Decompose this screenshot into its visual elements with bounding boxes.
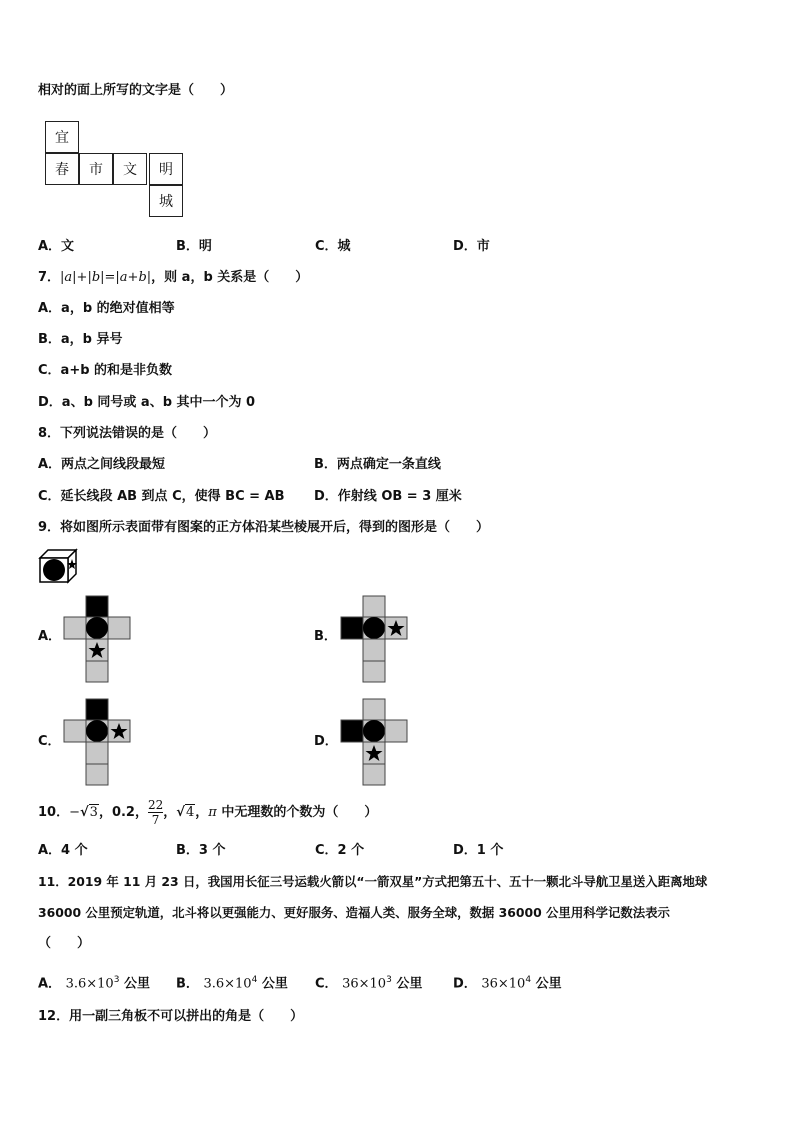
net-cell: 城 <box>149 185 183 217</box>
option-unit: 公里 <box>257 976 288 992</box>
q9-cube-figure <box>38 548 78 584</box>
q8-option-a: A．两点之间线段最短 <box>38 457 166 472</box>
minus-sign: − <box>69 805 80 820</box>
fraction-22-7 <box>148 798 163 827</box>
option-unit: 公里 <box>391 976 423 992</box>
q7-equation: |a|+|b|=|a+b| <box>60 270 152 285</box>
q11-line-1: 11．2019 年 11 月 23 日，我国用长征三号运载火箭以“一箭双星”方式把第五十、五十一颗北斗导航卫星送入距离地球 <box>38 874 708 889</box>
q7-stem-text: ，则 a，b 关系是（ ） <box>151 270 309 285</box>
q11-line-3: （ ） <box>38 936 91 951</box>
option-exponent: 3 <box>386 975 392 985</box>
pi-symbol: π <box>208 805 217 820</box>
net-cell: 春 <box>45 153 79 185</box>
q9-net-d <box>339 697 409 787</box>
q10-number: 10． <box>38 805 70 820</box>
q9-net-b <box>339 594 409 684</box>
q8-option-b: B．两点确定一条直线 <box>314 457 441 472</box>
q6-stem: 相对的面上所写的文字是（ ） <box>38 83 234 98</box>
q6-option-b: B．明 <box>176 239 212 254</box>
q8-option-d: D．作射线 OB = 3 厘米 <box>314 489 462 504</box>
net-cell: 文 <box>113 153 147 185</box>
q9-net-a <box>62 594 132 684</box>
option-exponent: 4 <box>525 975 532 985</box>
q10-value-list: ，0.2， <box>98 805 148 820</box>
q10-stem-text: 中无理数的个数为（ ） <box>216 805 378 820</box>
q6-option-d: D．市 <box>453 239 490 254</box>
net-cell: 明 <box>149 153 183 185</box>
option-unit: 公里 <box>531 976 562 992</box>
q10-option-d: D．1 个 <box>453 843 504 858</box>
option-label: B． <box>176 976 199 992</box>
q7-option-c: C．a+b 的和是非负数 <box>38 363 173 378</box>
q6-option-c: C．城 <box>315 239 351 254</box>
option-exponent: 3 <box>113 975 120 985</box>
q7-option-d: D．a、b 同号或 a、b 其中一个为 0 <box>38 395 256 410</box>
option-mantissa: 36×10 <box>481 976 526 992</box>
q8-option-c: C．延长线段 AB 到点 C，使得 BC = AB <box>38 489 285 504</box>
q9-label-c: C． <box>38 734 61 749</box>
option-exponent: 4 <box>251 975 258 985</box>
q11-option-a <box>38 971 150 993</box>
q10-stem: 10．−√3，0.2， $\frac{22}{7}$ ，√4，π 中无理数的个数为（ ） <box>38 798 378 827</box>
option-mantissa: 3.6×10 <box>65 976 114 992</box>
q11-option-c <box>315 971 422 993</box>
q8-stem: 8．下列说法错误的是（ ） <box>38 426 217 441</box>
q11-line-2: 36000 公里预定轨道，北斗将以更强能力、更好服务、造福人类、服务全球，数据 36000 公里用科学记数法表示 <box>38 905 670 920</box>
q10-separator: ， <box>163 805 177 820</box>
q10-separator: ， <box>195 805 209 820</box>
q11-option-d <box>453 971 562 993</box>
q9-label-d: D． <box>314 734 338 749</box>
q12-stem: 12．用一副三角板不可以拼出的角是（ ） <box>38 1009 304 1024</box>
q7-number: 7． <box>38 270 61 285</box>
q7-stem <box>38 269 308 287</box>
option-unit: 公里 <box>119 976 150 992</box>
fraction-numerator: 22 <box>147 798 164 812</box>
q7-option-a: A．a，b 的绝对值相等 <box>38 301 175 316</box>
sqrt-3: 3 <box>89 805 98 820</box>
option-label: D． <box>453 976 477 992</box>
q10-option-a: A．4 个 <box>38 843 88 858</box>
option-label: C． <box>315 976 338 992</box>
fraction-denominator: 7 <box>151 813 160 827</box>
q9-label-b: B． <box>314 629 337 644</box>
net-cell: 宜 <box>45 121 79 153</box>
q7-option-b: B．a，b 异号 <box>38 332 123 347</box>
q6-option-a: A．文 <box>38 239 75 254</box>
option-label: A． <box>38 976 62 992</box>
sqrt-4: 4 <box>185 805 195 820</box>
q9-stem: 9．将如图所示表面带有图案的正方体沿某些棱展开后，得到的图形是（ ） <box>38 520 490 535</box>
q10-option-b: B．3 个 <box>176 843 226 858</box>
q10-option-c: C．2 个 <box>315 843 365 858</box>
q9-net-c <box>62 697 132 787</box>
option-mantissa: 36×10 <box>342 976 387 992</box>
q11-option-b <box>176 971 288 993</box>
net-cell: 市 <box>79 153 113 185</box>
option-mantissa: 3.6×10 <box>203 976 252 992</box>
q9-label-a: A． <box>38 629 62 644</box>
